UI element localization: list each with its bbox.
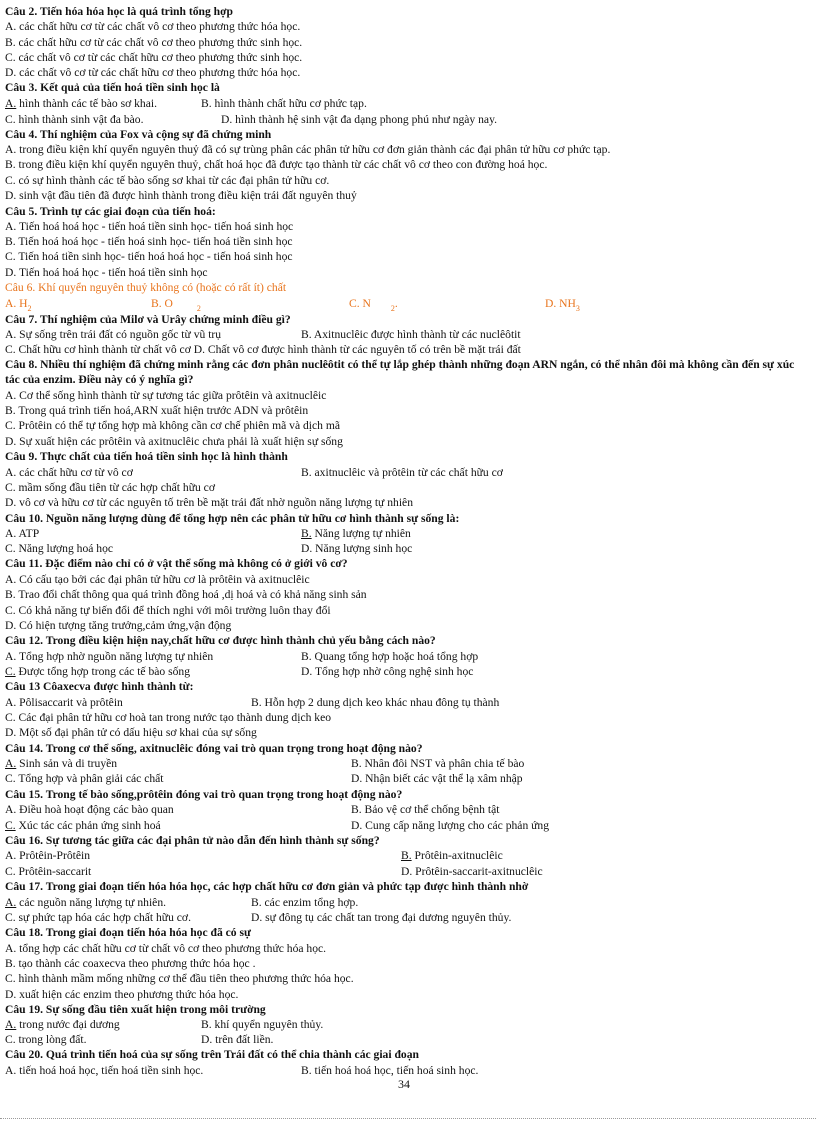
question-16 <box>5 833 380 848</box>
answer-d: D. sinh vật đầu tiên đã được hình thành trong điều kiện trái đất nguyên thuỷ <box>5 189 357 202</box>
answer-b: B. hình thành chất hữu cơ phức tạp. <box>201 97 367 110</box>
answer-option <box>5 188 357 203</box>
answer-c: C. trong lòng đất. <box>5 1033 87 1046</box>
answer-b: B. tiến hoá hoá học, tiến hoá sinh học. <box>301 1064 479 1077</box>
answer-option <box>5 987 238 1002</box>
question-5 <box>5 204 216 219</box>
question-6 <box>5 280 286 295</box>
answer-d: D. Tổng hợp nhờ công nghệ sinh học <box>301 665 474 678</box>
answer-a: A. Có cấu tạo bởi các đại phân tử hữu cơ là prôtêin và axitnuclêic <box>5 573 310 586</box>
answer-c: C. Tiến hoá tiền sinh học- tiến hoá hoá học - tiến hoá sinh học <box>5 250 293 263</box>
answer-a: A. $H_2$ <box>5 297 32 313</box>
question-17 <box>5 879 528 894</box>
answer-option <box>5 725 257 740</box>
answer-d: D. Có hiện tượng tăng trưởng,cảm ứng,vận động <box>5 619 232 632</box>
answer-option <box>5 35 302 50</box>
answer-option <box>5 19 300 34</box>
answer-option <box>5 403 308 418</box>
answer-option <box>5 50 302 65</box>
answer-b: B. Hỗn hợp 2 dung dịch keo khác nhau đông tụ thành <box>251 696 500 709</box>
answer-c: C. Được tổng hợp trong các tế bào sống <box>5 665 191 678</box>
answer-option <box>5 418 340 433</box>
answer-c: C. các chất vô cơ từ các chất hữu cơ theo phương thức sinh học. <box>5 51 303 64</box>
answer-option <box>5 710 331 725</box>
answer-a: A. Điều hoà hoạt động các bào quan <box>5 803 174 816</box>
question-stem: Câu 15. Trong tế bào sống,prôtêin đóng vai trò quan trọng trong hoạt động nào? <box>5 788 403 801</box>
answer-c: C. hình thành mầm mống những cơ thể đầu tiên theo phương thức hóa học. <box>5 972 354 985</box>
answer-option <box>5 941 326 956</box>
answer-option <box>5 618 231 633</box>
question-stem: Câu 9. Thực chất của tiến hoá tiền sinh học là hình thành <box>5 450 288 463</box>
question-7 <box>5 312 291 327</box>
question-11 <box>5 556 348 571</box>
answer-option <box>5 234 293 249</box>
question-stem: Câu 8. Nhiều thí nghiệm đã chứng minh rằng các đơn phân nuclêôtit có thể tự lắp ghép thành những đoạn ARN ngắn, có thể nhân đôi mà không cần đến sự xúc tác của enzim. Điều này có ý nghĩa gì? <box>5 358 795 386</box>
answer-a: A. Cơ thể sống hình thành từ sự tương tác giữa prôtêin và axitnuclêic <box>5 389 327 402</box>
answer-c: C. N $_2$. <box>349 297 398 313</box>
answer-option <box>5 219 293 234</box>
answer-d: D. hình thành hệ sinh vật đa dạng phong phú như ngày nay. <box>221 113 498 126</box>
answer-c-d: C. Chất hữu cơ hình thành từ chất vô cơ D. Chất vô cơ được hình thành từ các nguyên tố có trên bề mặt trái đất <box>5 343 521 356</box>
answer-b: B. Bảo vệ cơ thể chống bệnh tật <box>351 803 500 816</box>
answer-row <box>5 342 521 357</box>
answer-a: A. các chất hữu cơ từ vô cơ <box>5 466 133 479</box>
answer-option <box>5 265 208 280</box>
answer-a: A. Sự sống trên trái đất có nguồn gốc từ vũ trụ <box>5 328 222 341</box>
question-4 <box>5 127 271 142</box>
answer-c: C. Có khả năng tự biến đổi để thích nghi với môi trường luôn thay đổi <box>5 604 331 617</box>
answer-d: D. Sự xuất hiện các prôtêin và axitnuclêic chưa phải là xuất hiện sự sống <box>5 435 343 448</box>
answer-option <box>5 434 343 449</box>
answer-option <box>5 173 329 188</box>
answer-a: A. Prôtêin-Prôtêin <box>5 849 91 862</box>
question-stem: Câu 13 Côaxecva được hình thành từ: <box>5 680 194 693</box>
answer-b: B. Trong quá trình tiến hoá,ARN xuất hiện trước ADN và prôtêin <box>5 404 309 417</box>
question-stem: Câu 14. Trong cơ thể sống, axitnuclêic đóng vai trò quan trọng trong hoạt động nào? <box>5 742 423 755</box>
answer-d: D. Prôtêin-saccarit-axitnuclêic <box>401 865 543 878</box>
question-15 <box>5 787 402 802</box>
answer-option <box>5 971 354 986</box>
answer-a: A. trong nước đại dương <box>5 1018 120 1031</box>
answer-d: D. xuất hiện các enzim theo phương thức hóa học. <box>5 988 239 1001</box>
question-stem: Câu 2. Tiến hóa hóa học là quá trình tổng hợp <box>5 5 233 18</box>
answer-c: C. Xúc tác các phản ứng sinh hoá <box>5 819 161 832</box>
page-number: 34 <box>398 1077 410 1091</box>
answer-c: C. có sự hình thành các tế bào sống sơ khai từ các đại phân tử hữu cơ. <box>5 174 330 187</box>
answer-a: A. Pôlisaccarit và prôtêin <box>5 696 123 709</box>
answer-d: D. sự đông tụ các chất tan trong đại dương nguyên thủy. <box>251 911 512 924</box>
page-bottom-rule <box>0 1118 816 1119</box>
answer-b: B. Trao đổi chất thông qua quá trình đồng hoá ,dị hoá và có khả năng sinh sản <box>5 588 367 601</box>
answer-a: A. tiến hoá hoá học, tiến hoá tiền sinh học. <box>5 1064 204 1077</box>
answer-b: B. khí quyển nguyên thủy. <box>201 1018 324 1031</box>
answer-b: B. Quang tổng hợp hoặc hoá tổng hợp <box>301 650 479 663</box>
answer-a: A. Tổng hợp nhờ nguồn năng lượng tự nhiên <box>5 650 214 663</box>
question-13 <box>5 679 193 694</box>
answer-option <box>5 572 310 587</box>
answer-option <box>5 956 255 971</box>
answer-a: A. Sinh sản và di truyền <box>5 757 118 770</box>
answer-a: A. hình thành các tế bào sơ khai. <box>5 97 157 110</box>
answer-a: A. tổng hợp các chất hữu cơ từ chất vô cơ theo phương thức hóa học. <box>5 942 327 955</box>
question-stem: Câu 3. Kết quả của tiến hoá tiền sinh học là <box>5 81 220 94</box>
question-stem: Câu 18. Trong giai đoạn tiến hóa hóa học đã có sự <box>5 926 251 939</box>
question-19 <box>5 1002 266 1017</box>
answer-b: B. axitnuclêic và prôtêin từ các chất hữu cơ <box>301 466 503 479</box>
answer-b: B. Nhân đôi NST và phân chia tế bào <box>351 757 525 770</box>
question-14 <box>5 741 423 756</box>
answer-c: C. sự phức tạp hóa các hợp chất hữu cơ. <box>5 911 191 924</box>
question-stem: Câu 5. Trình tự các giai đoạn của tiến hoá: <box>5 205 216 218</box>
question-stem: Câu 11. Đặc điểm nào chỉ có ở vật thể sống mà không có ở giới vô cơ? <box>5 557 348 570</box>
question-20 <box>5 1047 419 1062</box>
answer-d: D. Cung cấp năng lượng cho các phản ứng <box>351 819 550 832</box>
answer-option <box>5 480 215 495</box>
question-stem: Câu 6. Khí quyển nguyên thuỷ không có (hoặc có rất ít) chất <box>5 281 287 294</box>
answer-d: D. Tiến hoá hoá học - tiến hoá tiền sinh học <box>5 266 208 279</box>
question-3 <box>5 80 220 95</box>
answer-a: A. Tiến hoá hoá học - tiến hoá tiền sinh học- tiến hoá sinh học <box>5 220 294 233</box>
answer-d: D. Nhận biết các vật thể lạ xâm nhập <box>351 772 523 785</box>
answer-c: C. Prôtêin-saccarit <box>5 865 92 878</box>
question-18 <box>5 925 251 940</box>
answer-option <box>5 603 331 618</box>
answer-b: B. Tiến hoá hoá học - tiến hoá sinh học- tiến hoá tiền sinh học <box>5 235 293 248</box>
answer-d: D. vô cơ và hữu cơ từ các nguyên tố trên bề mặt trái đất nhờ nguồn năng lượng tự nhiên <box>5 496 414 509</box>
answer-c: C. Năng lượng hoá học <box>5 542 114 555</box>
answer-a: A. trong điều kiện khí quyển nguyên thuỷ đã có sự trùng phân các phân tử hữu cơ đơn giản thành các đại phân tử hữu cơ phức tạp. <box>5 143 611 156</box>
answer-b: B. O $_2$ <box>151 297 201 313</box>
answer-option <box>5 157 547 172</box>
question-stem: Câu 16. Sự tương tác giữa các đại phân tử nào dẫn đến hình thành sự sống? <box>5 834 380 847</box>
answer-c: C. mầm sống đầu tiên từ các hợp chất hữu cơ <box>5 481 215 494</box>
answer-a: A. các chất hữu cơ từ các chất vô cơ theo phương thức hóa học. <box>5 20 301 33</box>
question-stem: Câu 4. Thí nghiệm của Fox và cộng sự đã chứng minh <box>5 128 272 141</box>
answer-option <box>5 142 610 157</box>
question-stem: Câu 7. Thí nghiệm của Milơ và Urây chứng minh điều gì? <box>5 313 291 326</box>
answer-b: B. Prôtêin-axitnuclêic <box>401 849 503 862</box>
question-stem: Câu 17. Trong giai đoạn tiến hóa hóa học, các hợp chất hữu cơ đơn giản và phức tạp được hình thành nhờ <box>5 880 529 893</box>
answer-c: C. Prôtêin có thể tự tổng hợp mà không cần cơ chế phiên mã và dịch mã <box>5 419 341 432</box>
answer-d: D. các chất vô cơ từ các chất hữu cơ theo phương thức hóa học. <box>5 66 301 79</box>
answer-option <box>5 495 413 510</box>
answer-b: B. Axitnuclêic được hình thành từ các nuclêôtit <box>301 328 521 341</box>
answer-b: B. tạo thành các coaxecva theo phương thức hóa học . <box>5 957 256 970</box>
answer-d: D. Một số đại phân tử có dấu hiệu sơ khai của sự sống <box>5 726 257 739</box>
question-9 <box>5 449 288 464</box>
answer-d: D. Năng lượng sinh học <box>301 542 413 555</box>
question-stem: Câu 12. Trong điều kiện hiện nay,chất hữu cơ được hình thành chủ yếu bằng cách nào? <box>5 634 436 647</box>
answer-b: B. các chất hữu cơ từ các chất vô cơ theo phương thức sinh học. <box>5 36 303 49</box>
answer-a: A. các nguồn năng lượng tự nhiên. <box>5 896 167 909</box>
answer-d: D. $NH_3$ <box>545 297 580 313</box>
answer-c: C. hình thành sinh vật đa bào. <box>5 113 144 126</box>
answer-c: C. Tổng hợp và phân giải các chất <box>5 772 164 785</box>
question-12 <box>5 633 436 648</box>
answer-option <box>5 587 367 602</box>
answer-c: C. Các đại phân tử hữu cơ hoà tan trong nước tạo thành dung dịch keo <box>5 711 332 724</box>
question-8 <box>5 357 805 387</box>
answer-option <box>5 65 300 80</box>
answer-d: D. trên đất liền. <box>201 1033 274 1046</box>
answer-a: A. ATP <box>5 527 40 540</box>
answer-b: B. Năng lượng tự nhiên <box>301 527 411 540</box>
question-2 <box>5 4 233 19</box>
question-stem: Câu 10. Nguồn năng lượng dùng để tổng hợp nên các phân tử hữu cơ hình thành sự sống là: <box>5 512 460 525</box>
answer-b: B. trong điều kiện khí quyển nguyên thuỷ, chất hoá học đã được tạo thành từ các chất vô cơ theo con đường hoá học. <box>5 158 548 171</box>
answer-option <box>5 388 326 403</box>
answer-option <box>5 249 293 264</box>
answer-b: B. các enzim tổng hợp. <box>251 896 359 909</box>
question-stem: Câu 20. Quá trình tiến hoá của sự sống trên Trái đất có thể chia thành các giai đoạn <box>5 1048 419 1061</box>
question-stem: Câu 19. Sự sống đầu tiên xuất hiện trong môi trường <box>5 1003 266 1016</box>
question-10 <box>5 511 459 526</box>
